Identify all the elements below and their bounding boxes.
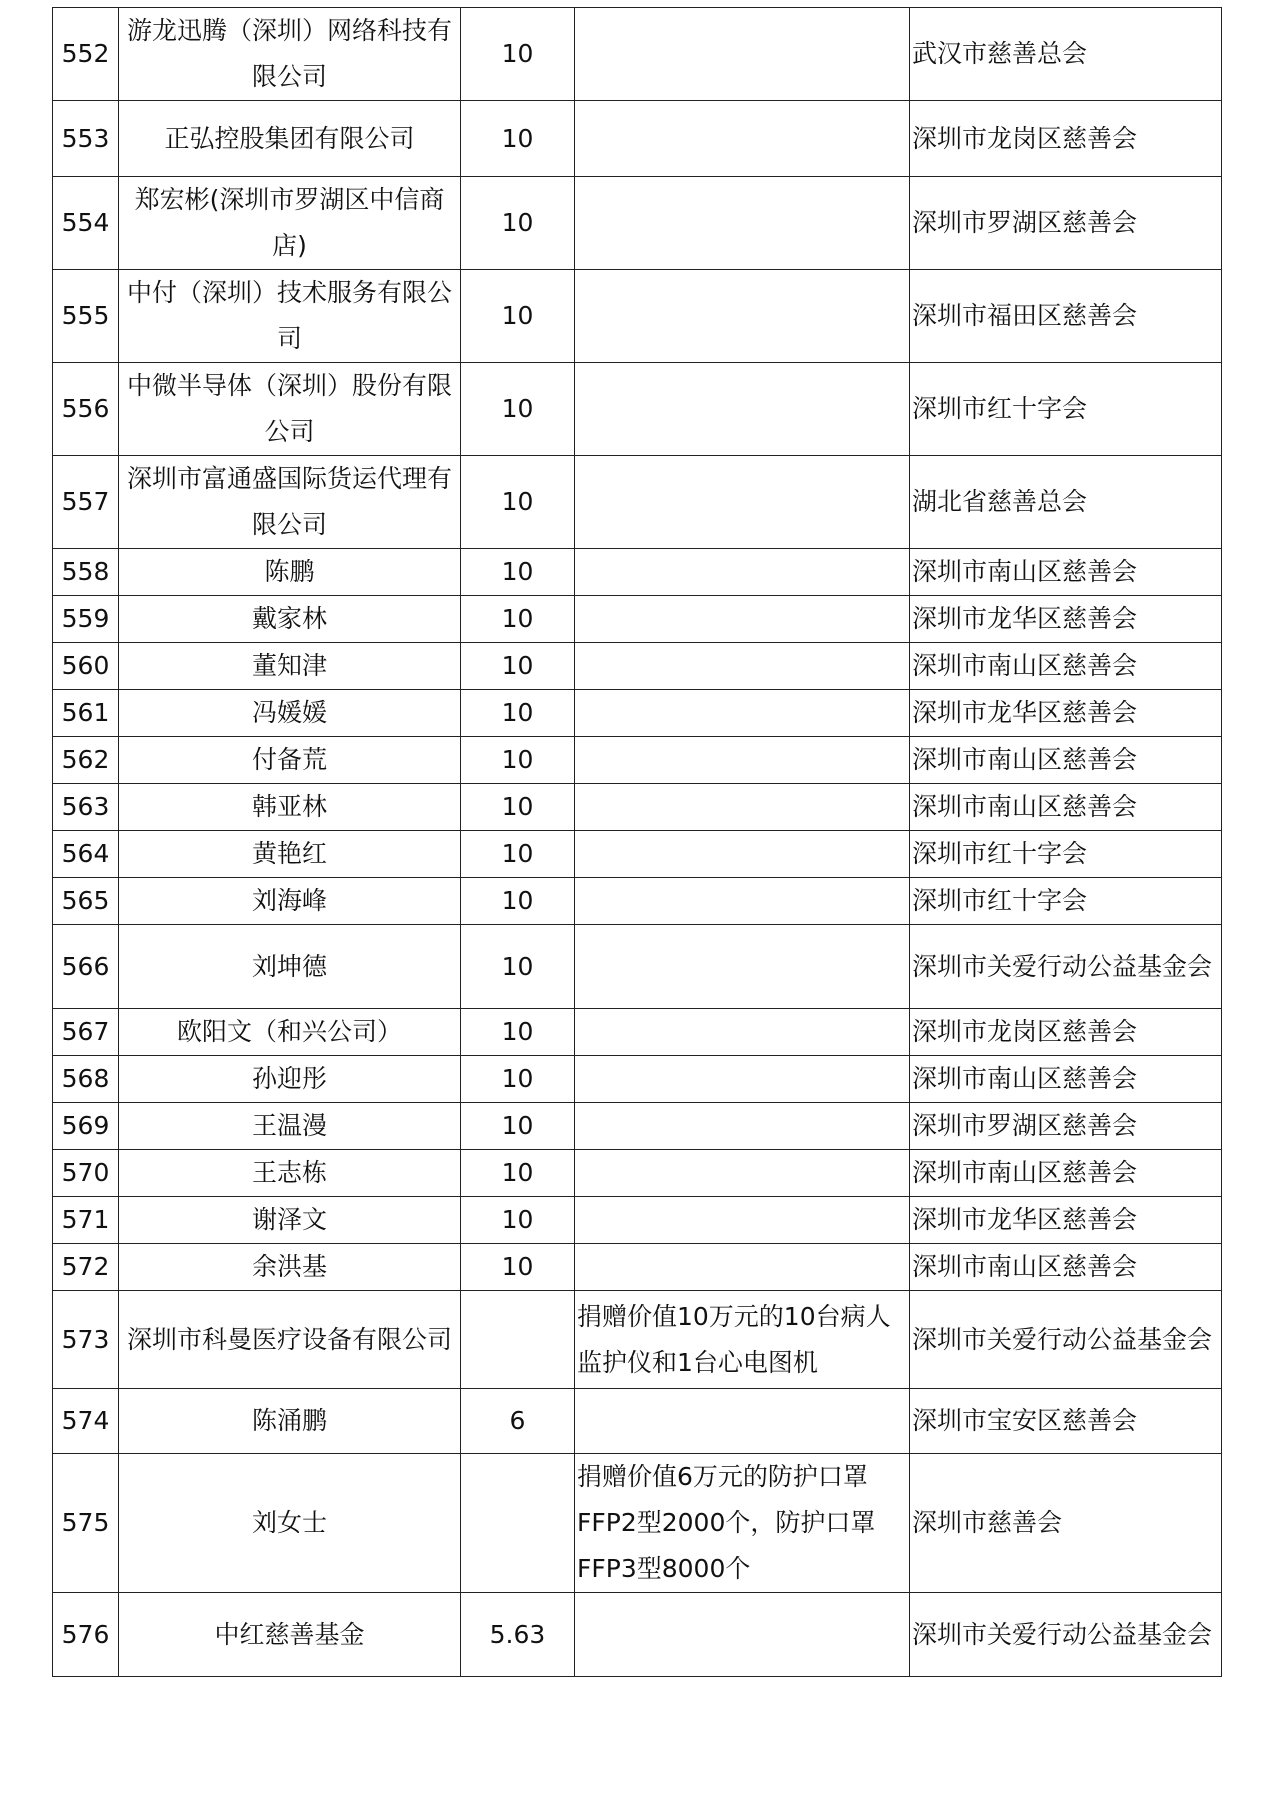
row-number: 555 <box>61 301 110 330</box>
donation-note-cell <box>575 878 910 925</box>
row-number: 570 <box>61 1158 110 1187</box>
donation-note-cell <box>575 270 910 363</box>
donation-amount-cell <box>461 549 575 596</box>
table-row <box>53 690 1222 737</box>
recipient-organization-cell <box>910 737 1222 784</box>
donor-name-cell <box>119 878 461 925</box>
donation-table <box>52 7 1222 1677</box>
row-number-cell <box>53 363 119 456</box>
recipient-organization: 深圳市南山区慈善会 <box>912 792 1138 821</box>
donation-note: 捐赠价值10万元的10台病人监护仪和1台心电图机 <box>577 1301 891 1377</box>
recipient-organization-cell <box>910 270 1222 363</box>
donor-name-cell <box>119 1150 461 1197</box>
donor-name-cell <box>119 8 461 101</box>
recipient-organization-cell <box>910 456 1222 549</box>
donation-note-cell <box>575 1056 910 1103</box>
row-number: 565 <box>61 886 110 915</box>
table-row <box>53 1454 1222 1593</box>
donation-amount: 10 <box>501 886 534 915</box>
table-row <box>53 737 1222 784</box>
row-number: 572 <box>61 1252 110 1281</box>
donor-name-cell <box>119 1389 461 1454</box>
donor-name-cell <box>119 456 461 549</box>
donation-note-cell <box>575 784 910 831</box>
table-row <box>53 925 1222 1009</box>
donation-amount: 10 <box>501 1064 534 1093</box>
recipient-organization-cell <box>910 8 1222 101</box>
donor-name: 中付（深圳）技术服务有限公司 <box>126 278 452 353</box>
recipient-organization-cell <box>910 596 1222 643</box>
donation-amount-cell <box>461 1454 575 1593</box>
donation-amount: 10 <box>501 301 534 330</box>
donation-amount-cell <box>461 1291 575 1389</box>
donation-amount-cell <box>461 363 575 456</box>
table-row <box>53 101 1222 177</box>
donor-name: 谢泽文 <box>251 1205 327 1234</box>
recipient-organization-cell <box>910 1454 1222 1593</box>
donor-name-cell <box>119 177 461 270</box>
recipient-organization: 深圳市关爱行动公益基金会 <box>912 1324 1213 1354</box>
donation-note-cell <box>575 8 910 101</box>
row-number-cell <box>53 1056 119 1103</box>
table-row <box>53 1244 1222 1291</box>
donor-name-cell <box>119 1103 461 1150</box>
donor-name-cell <box>119 831 461 878</box>
donation-note-cell <box>575 363 910 456</box>
donation-amount: 10 <box>501 1252 534 1281</box>
donation-amount: 10 <box>501 745 534 774</box>
donation-amount: 10 <box>501 1111 534 1140</box>
donation-amount-cell <box>461 1150 575 1197</box>
row-number-cell <box>53 737 119 784</box>
table-row <box>53 1593 1222 1677</box>
donation-amount: 10 <box>501 557 534 586</box>
recipient-organization: 深圳市福田区慈善会 <box>912 301 1138 330</box>
row-number: 560 <box>61 651 110 680</box>
donation-note-cell <box>575 177 910 270</box>
recipient-organization: 湖北省慈善总会 <box>912 487 1088 516</box>
donation-note-cell <box>575 596 910 643</box>
table-row <box>53 784 1222 831</box>
donation-amount-cell <box>461 1244 575 1291</box>
donor-name-cell <box>119 1197 461 1244</box>
donor-name-cell <box>119 1593 461 1677</box>
row-number: 574 <box>61 1406 110 1435</box>
table-row <box>53 1009 1222 1056</box>
donor-name-cell <box>119 1056 461 1103</box>
donor-name: 刘坤德 <box>251 951 327 981</box>
donation-amount: 10 <box>501 651 534 680</box>
donor-name: 刘女士 <box>251 1508 327 1537</box>
donation-amount-cell <box>461 690 575 737</box>
recipient-organization-cell <box>910 1389 1222 1454</box>
row-number-cell <box>53 1389 119 1454</box>
donation-amount-cell <box>461 1593 575 1677</box>
donor-name: 孙迎彤 <box>251 1064 327 1093</box>
recipient-organization-cell <box>910 925 1222 1009</box>
recipient-organization-cell <box>910 1291 1222 1389</box>
donation-amount-cell <box>461 643 575 690</box>
recipient-organization: 深圳市红十字会 <box>912 886 1088 915</box>
recipient-organization-cell <box>910 643 1222 690</box>
donation-amount-cell <box>461 925 575 1009</box>
donation-amount-cell <box>461 101 575 177</box>
table-row <box>53 596 1222 643</box>
row-number-cell <box>53 925 119 1009</box>
recipient-organization: 深圳市宝安区慈善会 <box>912 1406 1138 1435</box>
recipient-organization: 武汉市慈善总会 <box>912 39 1088 68</box>
donation-note-cell <box>575 1454 910 1593</box>
row-number-cell <box>53 1103 119 1150</box>
recipient-organization: 深圳市关爱行动公益基金会 <box>912 951 1213 981</box>
donation-amount-cell <box>461 1197 575 1244</box>
donation-note-cell <box>575 549 910 596</box>
table-row <box>53 456 1222 549</box>
donor-name: 王温漫 <box>251 1111 327 1140</box>
row-number: 567 <box>61 1017 110 1046</box>
donor-name: 深圳市科曼医疗设备有限公司 <box>126 1324 452 1354</box>
donor-name-cell <box>119 737 461 784</box>
recipient-organization: 深圳市南山区慈善会 <box>912 1252 1138 1281</box>
recipient-organization-cell <box>910 1197 1222 1244</box>
donor-name: 戴家林 <box>251 604 327 633</box>
donation-amount-cell <box>461 456 575 549</box>
row-number: 558 <box>61 557 110 586</box>
recipient-organization: 深圳市南山区慈善会 <box>912 1158 1138 1187</box>
row-number: 569 <box>61 1111 110 1140</box>
row-number: 553 <box>61 123 110 153</box>
row-number-cell <box>53 1593 119 1677</box>
row-number-cell <box>53 878 119 925</box>
donation-note: 捐赠价值6万元的防护口罩FFP2型2000个，防护口罩FFP3型8000个 <box>577 1462 876 1583</box>
donation-amount: 10 <box>501 394 534 423</box>
recipient-organization: 深圳市关爱行动公益基金会 <box>912 1619 1213 1649</box>
row-number-cell <box>53 690 119 737</box>
donor-name: 陈鹏 <box>264 557 315 586</box>
recipient-organization: 深圳市龙华区慈善会 <box>912 1205 1138 1234</box>
donation-amount-cell <box>461 1103 575 1150</box>
donation-note-cell <box>575 643 910 690</box>
donor-name-cell <box>119 101 461 177</box>
row-number-cell <box>53 101 119 177</box>
recipient-organization: 深圳市罗湖区慈善会 <box>912 1111 1138 1140</box>
donation-amount-cell <box>461 1389 575 1454</box>
row-number-cell <box>53 456 119 549</box>
donor-name-cell <box>119 925 461 1009</box>
recipient-organization-cell <box>910 784 1222 831</box>
row-number: 571 <box>61 1205 110 1234</box>
recipient-organization: 深圳市龙岗区慈善会 <box>912 123 1138 153</box>
donor-name: 余洪基 <box>251 1252 327 1281</box>
donor-name-cell <box>119 1009 461 1056</box>
table-row <box>53 1056 1222 1103</box>
donation-note-cell <box>575 1009 910 1056</box>
table-row <box>53 363 1222 456</box>
row-number-cell <box>53 831 119 878</box>
recipient-organization: 深圳市南山区慈善会 <box>912 651 1138 680</box>
recipient-organization: 深圳市南山区慈善会 <box>912 557 1138 586</box>
row-number: 576 <box>61 1619 110 1649</box>
donation-amount: 5.63 <box>489 1619 546 1649</box>
donation-amount: 10 <box>501 839 534 868</box>
donation-table-body <box>53 8 1222 1677</box>
row-number: 568 <box>61 1064 110 1093</box>
row-number-cell <box>53 596 119 643</box>
recipient-organization: 深圳市红十字会 <box>912 839 1088 868</box>
donor-name: 韩亚林 <box>251 792 327 821</box>
row-number-cell <box>53 1009 119 1056</box>
donation-amount: 10 <box>501 123 534 153</box>
donor-name-cell <box>119 596 461 643</box>
donor-name-cell <box>119 1244 461 1291</box>
recipient-organization-cell <box>910 549 1222 596</box>
table-row <box>53 1389 1222 1454</box>
donor-name-cell <box>119 270 461 363</box>
donor-name: 冯媛媛 <box>251 698 327 727</box>
donation-amount: 10 <box>501 1017 534 1046</box>
donation-amount: 10 <box>501 1205 534 1234</box>
donor-name: 刘海峰 <box>251 886 327 915</box>
recipient-organization-cell <box>910 690 1222 737</box>
recipient-organization: 深圳市南山区慈善会 <box>912 1064 1138 1093</box>
donation-amount-cell <box>461 878 575 925</box>
donor-name: 中红慈善基金 <box>214 1619 365 1649</box>
donation-amount: 10 <box>501 39 534 68</box>
row-number: 552 <box>61 39 110 68</box>
recipient-organization: 深圳市龙华区慈善会 <box>912 698 1138 727</box>
donor-name: 付备荒 <box>251 745 327 774</box>
donation-note-cell <box>575 1150 910 1197</box>
donation-amount-cell <box>461 270 575 363</box>
donor-name: 董知津 <box>251 651 327 680</box>
donation-note-cell <box>575 101 910 177</box>
row-number: 559 <box>61 604 110 633</box>
table-row <box>53 549 1222 596</box>
recipient-organization-cell <box>910 101 1222 177</box>
donor-name: 欧阳文（和兴公司） <box>176 1017 402 1046</box>
table-row <box>53 878 1222 925</box>
donor-name: 正弘控股集团有限公司 <box>164 123 415 153</box>
recipient-organization-cell <box>910 1244 1222 1291</box>
table-row <box>53 831 1222 878</box>
donation-amount: 10 <box>501 604 534 633</box>
donation-amount: 10 <box>501 698 534 727</box>
donation-amount-cell <box>461 177 575 270</box>
row-number-cell <box>53 1197 119 1244</box>
row-number: 557 <box>61 487 110 516</box>
donor-name-cell <box>119 643 461 690</box>
row-number: 554 <box>61 208 110 237</box>
donation-note-cell <box>575 831 910 878</box>
donor-name-cell <box>119 363 461 456</box>
table-row <box>53 8 1222 101</box>
table-row <box>53 1150 1222 1197</box>
donation-amount-cell <box>461 1009 575 1056</box>
recipient-organization: 深圳市龙华区慈善会 <box>912 604 1138 633</box>
donor-name: 深圳市富通盛国际货运代理有限公司 <box>126 464 452 539</box>
row-number-cell <box>53 8 119 101</box>
donation-note-cell <box>575 690 910 737</box>
table-row <box>53 177 1222 270</box>
donation-amount-cell <box>461 1056 575 1103</box>
row-number-cell <box>53 1244 119 1291</box>
row-number-cell <box>53 270 119 363</box>
donation-note-cell <box>575 1389 910 1454</box>
row-number: 573 <box>61 1324 110 1354</box>
donation-note-cell <box>575 925 910 1009</box>
donor-name: 游龙迅腾（深圳）网络科技有限公司 <box>126 16 452 91</box>
donation-amount: 10 <box>501 951 534 981</box>
recipient-organization: 深圳市南山区慈善会 <box>912 745 1138 774</box>
donation-note-cell <box>575 1291 910 1389</box>
donation-amount-cell <box>461 737 575 784</box>
donation-note-cell <box>575 1593 910 1677</box>
recipient-organization-cell <box>910 177 1222 270</box>
donation-amount-cell <box>461 784 575 831</box>
donation-amount: 10 <box>501 208 534 237</box>
recipient-organization: 深圳市红十字会 <box>912 394 1088 423</box>
donation-note-cell <box>575 737 910 784</box>
recipient-organization-cell <box>910 831 1222 878</box>
donation-note-cell <box>575 456 910 549</box>
donation-amount-cell <box>461 8 575 101</box>
table-row <box>53 643 1222 690</box>
recipient-organization-cell <box>910 1056 1222 1103</box>
donation-amount: 10 <box>501 792 534 821</box>
table-row <box>53 1291 1222 1389</box>
recipient-organization: 深圳市罗湖区慈善会 <box>912 208 1138 237</box>
row-number-cell <box>53 1150 119 1197</box>
donor-name-cell <box>119 690 461 737</box>
row-number: 563 <box>61 792 110 821</box>
row-number-cell <box>53 1291 119 1389</box>
row-number-cell <box>53 1454 119 1593</box>
table-row <box>53 270 1222 363</box>
donation-note-cell <box>575 1197 910 1244</box>
donation-amount-cell <box>461 831 575 878</box>
donation-note-cell <box>575 1244 910 1291</box>
donation-note-cell <box>575 1103 910 1150</box>
recipient-organization: 深圳市龙岗区慈善会 <box>912 1017 1138 1046</box>
donor-name: 郑宏彬(深圳市罗湖区中信商店) <box>134 185 445 260</box>
recipient-organization-cell <box>910 1103 1222 1150</box>
row-number: 561 <box>61 698 110 727</box>
row-number-cell <box>53 643 119 690</box>
row-number-cell <box>53 549 119 596</box>
table-row <box>53 1103 1222 1150</box>
table-row <box>53 1197 1222 1244</box>
row-number-cell <box>53 784 119 831</box>
row-number: 566 <box>61 951 110 981</box>
row-number: 564 <box>61 839 110 868</box>
donor-name: 陈涌鹏 <box>251 1406 327 1435</box>
donor-name: 王志栋 <box>251 1158 327 1187</box>
recipient-organization: 深圳市慈善会 <box>912 1508 1063 1537</box>
row-number: 556 <box>61 394 110 423</box>
recipient-organization-cell <box>910 1009 1222 1056</box>
recipient-organization-cell <box>910 1593 1222 1677</box>
donation-amount-cell <box>461 596 575 643</box>
donation-amount: 6 <box>509 1406 526 1435</box>
donation-amount: 10 <box>501 487 534 516</box>
donor-name-cell <box>119 784 461 831</box>
donor-name-cell <box>119 1291 461 1389</box>
donor-name-cell <box>119 1454 461 1593</box>
donor-name: 中微半导体（深圳）股份有限公司 <box>126 371 452 446</box>
donation-amount: 10 <box>501 1158 534 1187</box>
recipient-organization-cell <box>910 363 1222 456</box>
row-number: 575 <box>61 1508 110 1537</box>
recipient-organization-cell <box>910 1150 1222 1197</box>
donor-name-cell <box>119 549 461 596</box>
donor-name: 黄艳红 <box>251 839 327 868</box>
recipient-organization-cell <box>910 878 1222 925</box>
row-number-cell <box>53 177 119 270</box>
row-number: 562 <box>61 745 110 774</box>
